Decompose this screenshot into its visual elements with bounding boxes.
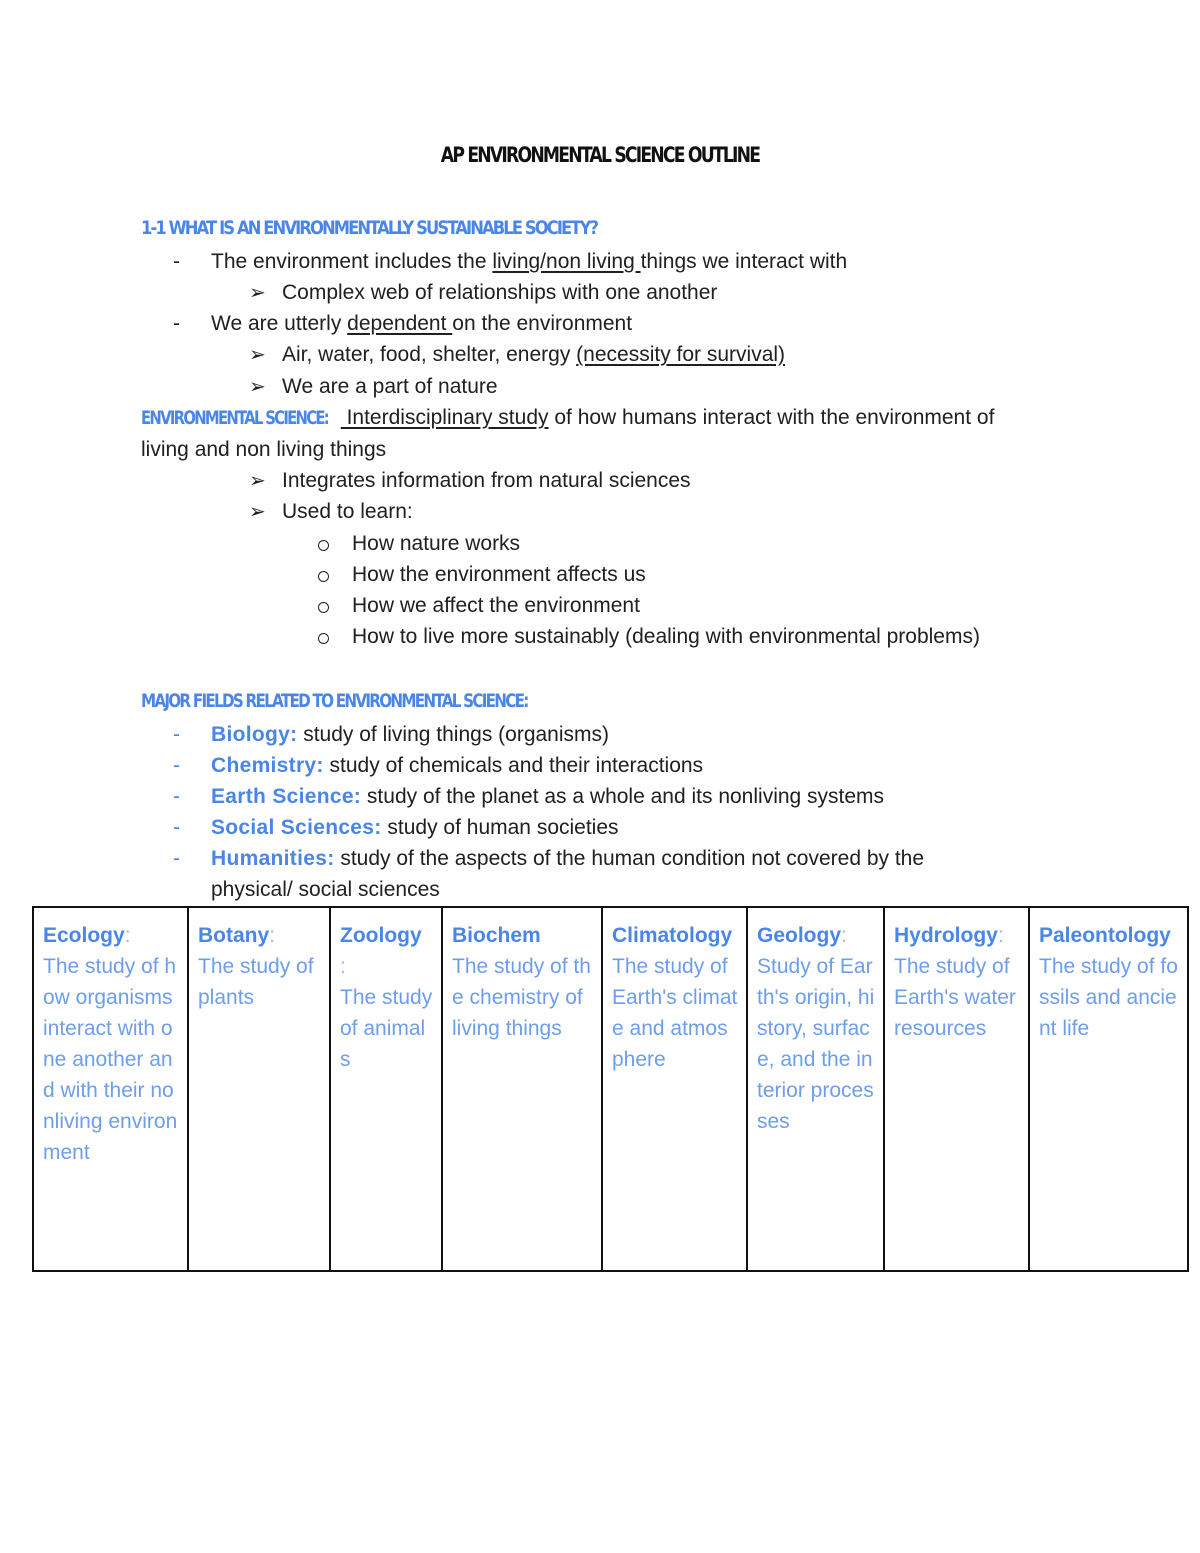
table-cell-botany: [188, 907, 330, 1271]
learn-item-text: How to live more sustainably (dealing with environmental problems): [352, 625, 980, 648]
cell-term: Climatology: [612, 924, 733, 947]
section-heading-1-1: [141, 213, 671, 243]
sub-bullet-text: Integrates information from natural sciences: [282, 469, 691, 492]
cell-colon: :: [841, 924, 847, 947]
field-term: Chemistry:: [211, 754, 324, 777]
dash-bullet: -: [173, 723, 180, 746]
dash-bullet: -: [173, 785, 180, 808]
learn-item-text: How nature works: [352, 532, 521, 555]
cell-desc: The study of Earth's climate and atmosphere: [612, 955, 738, 1071]
field-term: Social Sciences:: [211, 816, 382, 839]
cell-desc: The study of the chemistry of living things: [452, 955, 591, 1040]
cell-term: Botany: [198, 924, 270, 947]
dash-bullet: -: [173, 754, 180, 777]
cell-colon: :: [124, 924, 131, 947]
table-row: [33, 907, 1188, 1271]
circle-bullet-icon: [318, 633, 329, 644]
dash-bullet: -: [173, 816, 180, 839]
cell-desc: The study of Earth's water resources: [894, 955, 1016, 1040]
cell-term: Biochem: [452, 924, 541, 947]
cell-colon: :: [340, 955, 346, 978]
bullet-text: things we interact with: [640, 250, 848, 273]
cell-term: Hydrology: [894, 924, 998, 947]
underlined-text: living/non living: [492, 250, 641, 273]
sub-bullet-text: We are a part of nature: [282, 375, 498, 398]
underlined-text: Interdisciplinary study: [340, 406, 549, 429]
dash-bullet: -: [173, 847, 180, 870]
cell-term: Zoology: [340, 924, 422, 947]
cell-desc: The study of how organisms interact with one another and with their nonliving environment: [43, 955, 178, 1164]
page-title: AP ENVIRONMENTAL SCIENCE OUTLINE: [440, 143, 760, 167]
fields-table: [32, 906, 1189, 1272]
section-heading-major-fields: [141, 686, 624, 716]
cell-desc: The study of animals: [340, 986, 433, 1071]
field-desc: study of living things (organisms): [297, 723, 610, 746]
bullet-text: We are utterly: [211, 312, 348, 335]
table-cell-hydrology: [884, 907, 1029, 1271]
underlined-text: (necessity for survival): [576, 343, 786, 366]
field-term: Humanities:: [211, 847, 335, 870]
field-term: Earth Science:: [211, 785, 362, 808]
sub-bullet-text: Used to learn:: [282, 500, 413, 523]
underlined-text: dependent: [347, 312, 453, 335]
section-heading-text: MAJOR FIELDS RELATED TO ENVIRONMENTAL SCIENCE:: [141, 690, 528, 712]
arrow-bullet-icon: ➢: [249, 282, 266, 304]
table-cell-biochem: [442, 907, 602, 1271]
field-humanities-line-2: physical/ social sciences: [211, 878, 440, 901]
cell-desc: The study of plants: [198, 955, 314, 1009]
definition-environmental-science: [141, 403, 994, 433]
field-desc: study of the aspects of the human condition not covered by the: [334, 847, 925, 870]
cell-desc: The study of fossils and ancient life: [1039, 955, 1178, 1040]
field-desc: study of the planet as a whole and its nonliving systems: [361, 785, 885, 808]
sub-bullet-text: Air, water, food, shelter, energy: [282, 343, 577, 366]
cell-colon: :: [269, 924, 276, 947]
table-cell-paleontology: [1029, 907, 1188, 1271]
bullet-text: The environment includes the: [211, 250, 493, 273]
table-cell-ecology: [33, 907, 188, 1271]
arrow-bullet-icon: ➢: [249, 344, 266, 366]
field-desc: study of chemicals and their interactions: [323, 754, 704, 777]
cell-term: Geology: [757, 924, 842, 947]
learn-item-text: How the environment affects us: [352, 563, 646, 586]
cell-colon: :: [997, 924, 1004, 947]
field-term: Biology:: [211, 723, 298, 746]
learn-item-text: How we affect the environment: [352, 594, 640, 617]
table-cell-climatology: [602, 907, 747, 1271]
table-cell-geology: [747, 907, 884, 1271]
table-cell-zoology: [330, 907, 442, 1271]
arrow-bullet-icon: ➢: [249, 376, 266, 398]
definition-text: of how humans interact with the environment of: [548, 406, 995, 429]
section-heading-text: 1-1 WHAT IS AN ENVIRONMENTALLY SUSTAINABLE SOCIETY?: [141, 217, 598, 239]
arrow-bullet-icon: ➢: [249, 501, 266, 523]
field-desc: study of human societies: [381, 816, 619, 839]
sub-bullet-text: Complex web of relationships with one another: [282, 281, 718, 304]
definition-line-2: living and non living things: [141, 438, 387, 461]
circle-bullet-icon: [318, 540, 329, 551]
arrow-bullet-icon: ➢: [249, 470, 266, 492]
circle-bullet-icon: [318, 602, 329, 613]
definition-term: ENVIRONMENTAL SCIENCE:: [141, 407, 329, 429]
cell-term: Ecology: [43, 924, 125, 947]
bullet-text: on the environment: [452, 312, 633, 335]
dash-bullet: -: [173, 250, 180, 273]
cell-desc: Study of Earth's origin, history, surface, and the interior processes: [757, 955, 875, 1133]
cell-term: Paleontology: [1039, 924, 1171, 947]
circle-bullet-icon: [318, 571, 329, 582]
dash-bullet: -: [173, 312, 180, 335]
